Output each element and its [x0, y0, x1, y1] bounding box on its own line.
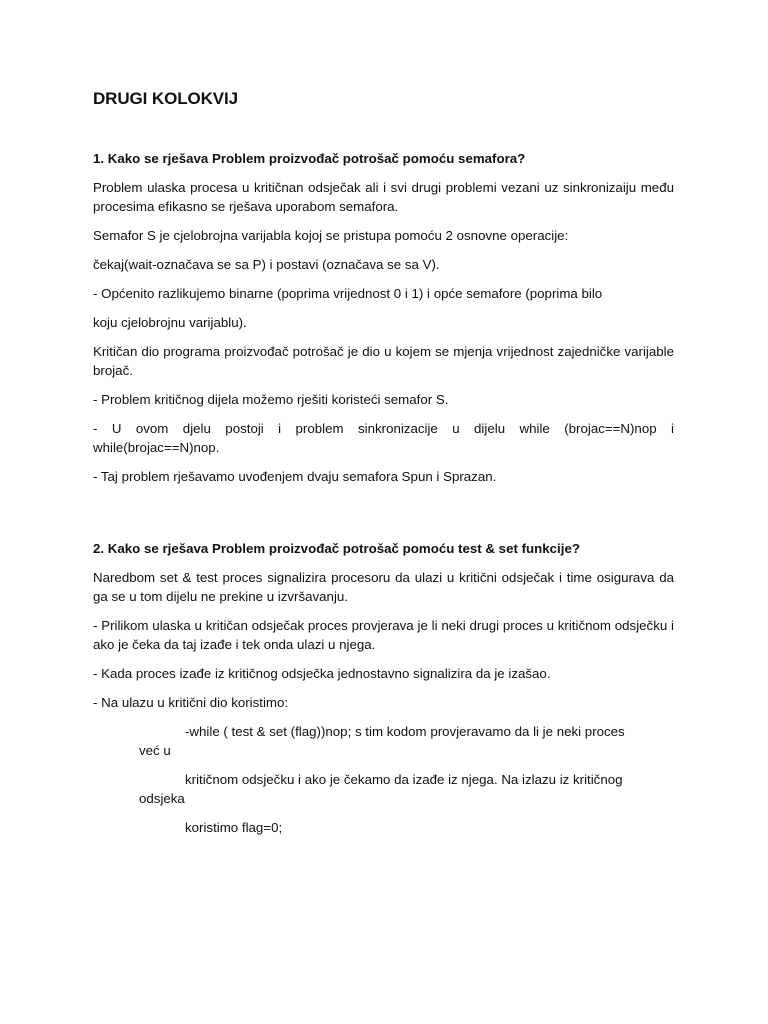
- question-2-paragraph: - Prilikom ulaska u kritičan odsječak proces provjerava je li neki drugi proces u kritičnom odsječku i ako je čeka da taj izađe i tek onda ulazi u njega.: [93, 618, 674, 652]
- code-block-last-line: koristimo flag=0;: [185, 820, 283, 835]
- code-block-line: [93, 770, 674, 808]
- question-1-paragraph: Problem ulaska procesa u kritičnan odsječak ali i svi drugi problemi vezani uz sinkronizaiju među procesima efikasno se rješava uporabom semafora.: [93, 180, 674, 214]
- question-1-heading: 1. Kako se rješava Problem proizvođač potrošač pomoću semafora?: [93, 151, 526, 166]
- question-1-paragraph: koju cjelobrojnu varijablu).: [93, 315, 247, 330]
- question-1-paragraph: čekaj(wait-označava se sa P) i postavi (označava se sa V).: [93, 257, 440, 272]
- question-1-paragraph: - Općenito razlikujemo binarne (poprima vrijednost 0 i 1) i opće semafore (poprima bilo: [93, 286, 603, 301]
- question-1-paragraph: Semafor S je cjelobrojna varijabla kojoj se pristupa pomoću 2 osnovne operacije:: [93, 228, 569, 243]
- question-2-paragraph: Naredbom set & test proces signalizira procesoru da ulazi u kritični odsječak i time osigurava da ga se u tom dijelu ne prekine u izvršavanju.: [93, 570, 674, 604]
- question-2-heading: 2. Kako se rješava Problem proizvođač potrošač pomoću test & set funkcije?: [93, 541, 580, 556]
- question-2-paragraph: - Kada proces izađe iz kritičnog odsječka jednostavno signalizira da je izašao.: [93, 666, 551, 681]
- code-line-text: -while ( test & set (flag))nop; s tim kodom provjeravamo da li je neki proces: [185, 724, 625, 739]
- question-1-paragraph: - Taj problem rješavamo uvođenjem dvaju semafora Spun i Sprazan.: [93, 469, 497, 484]
- code-line-text: kritičnom odsječku i ako je čekamo da izađe iz njega. Na izlazu iz kritičnog: [185, 772, 623, 787]
- code-line-continuation: već u: [139, 743, 171, 758]
- question-1-paragraph: Kritičan dio programa proizvođač potrošač je dio u kojem se mjenja vrijednost zajedničke varijable brojač.: [93, 344, 674, 378]
- question-1-paragraph: - Problem kritičnog dijela možemo rješiti koristeći semafor S.: [93, 392, 449, 407]
- code-block-line: [93, 722, 674, 760]
- code-line-continuation: odsjeka: [139, 791, 185, 806]
- document-title: DRUGI KOLOKVIJ: [93, 89, 239, 108]
- question-2-paragraph: - Na ulazu u kritični dio koristimo:: [93, 695, 289, 710]
- document-content: [93, 88, 674, 837]
- question-1-paragraph: - U ovom djelu postoji i problem sinkronizacije u dijelu while (brojac==N)nop i while(brojac==N)nop.: [93, 421, 674, 455]
